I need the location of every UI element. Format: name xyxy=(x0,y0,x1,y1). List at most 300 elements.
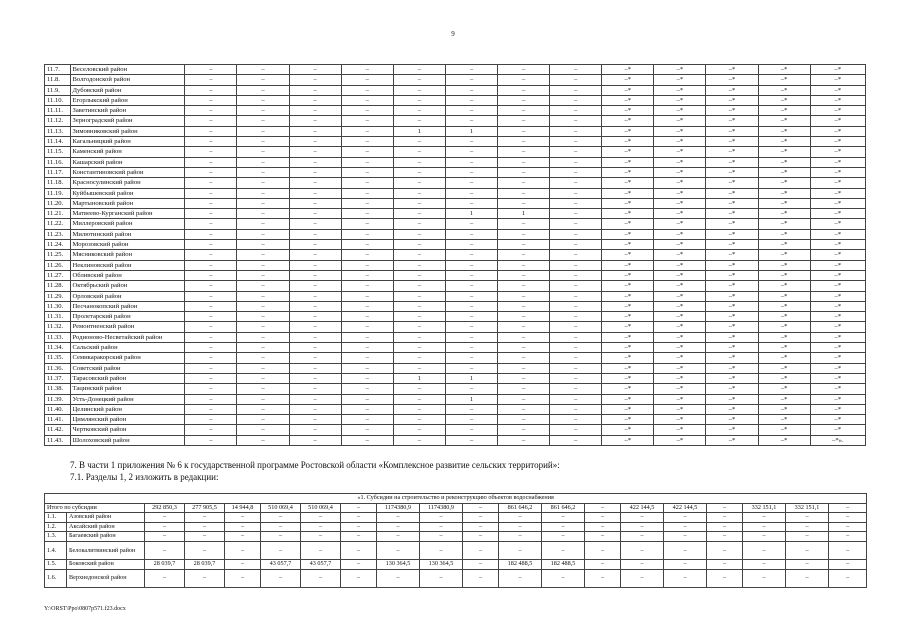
cell-value: –* xyxy=(654,322,706,332)
cell-value: – xyxy=(786,522,829,532)
total-value: – xyxy=(829,503,867,513)
cell-value: – xyxy=(341,157,393,167)
cell-value: – xyxy=(498,126,550,136)
cell-value: – xyxy=(664,559,707,569)
district-name: Пролетарский район xyxy=(70,312,185,322)
cell-value: – xyxy=(185,435,237,445)
cell-value: – xyxy=(377,513,420,523)
cell-value: –* xyxy=(654,435,706,445)
cell-value: – xyxy=(225,522,261,532)
row-number: 11.43. xyxy=(45,435,71,445)
cell-value: – xyxy=(550,229,602,239)
cell-value: –* xyxy=(810,281,865,291)
cell-value: –* xyxy=(758,312,810,322)
cell-value: –* xyxy=(706,435,758,445)
cell-value: –* xyxy=(810,250,865,260)
cell-value: –* xyxy=(602,363,654,373)
row-number: 11.23. xyxy=(45,229,71,239)
districts-table xyxy=(44,64,866,446)
cell-value: – xyxy=(550,353,602,363)
cell-value: – xyxy=(341,404,393,414)
cell-value: – xyxy=(585,522,621,532)
cell-value: – xyxy=(237,250,289,260)
cell-value: – xyxy=(393,75,445,85)
cell-value: – xyxy=(289,157,341,167)
cell-value: –* xyxy=(654,363,706,373)
cell-value: –* xyxy=(602,312,654,322)
cell-value: – xyxy=(707,522,743,532)
cell-value: – xyxy=(341,415,393,425)
table-row xyxy=(45,126,866,136)
cell-value: – xyxy=(393,178,445,188)
cell-value: 1 xyxy=(498,209,550,219)
cell-value: –* xyxy=(758,178,810,188)
cell-value: – xyxy=(341,95,393,105)
cell-value: – xyxy=(498,106,550,116)
cell-value: –* xyxy=(758,116,810,126)
cell-value: – xyxy=(445,435,497,445)
total-value: 292 850,3 xyxy=(145,503,185,513)
row-number: 11.17. xyxy=(45,167,71,177)
table-row xyxy=(45,353,866,363)
cell-value: –* xyxy=(706,188,758,198)
cell-value: –* xyxy=(810,394,865,404)
cell-value: – xyxy=(445,301,497,311)
cell-value: – xyxy=(550,260,602,270)
cell-value: –* xyxy=(654,281,706,291)
row-number: 1.6. xyxy=(45,569,67,587)
cell-value: –* xyxy=(654,415,706,425)
row-number: 11.35. xyxy=(45,353,71,363)
cell-value: – xyxy=(377,532,420,542)
cell-value: – xyxy=(393,425,445,435)
row-number: 11.16. xyxy=(45,157,71,167)
cell-value: – xyxy=(289,270,341,280)
cell-value: –* xyxy=(810,384,865,394)
cell-value: – xyxy=(185,75,237,85)
cell-value: – xyxy=(550,332,602,342)
cell-value: –* xyxy=(706,219,758,229)
cell-value: – xyxy=(393,250,445,260)
cell-value: –* xyxy=(654,425,706,435)
cell-value: 1 xyxy=(445,394,497,404)
cell-value: – xyxy=(341,312,393,322)
cell-value: – xyxy=(498,415,550,425)
cell-value: –* xyxy=(602,435,654,445)
cell-value: –* xyxy=(706,106,758,116)
cell-value: – xyxy=(393,209,445,219)
cell-value: –* xyxy=(602,209,654,219)
cell-value: – xyxy=(393,270,445,280)
cell-value: –* xyxy=(602,425,654,435)
table-row xyxy=(45,312,866,322)
cell-value: – xyxy=(289,322,341,332)
cell-value: –* xyxy=(758,435,810,445)
cell-value: – xyxy=(237,219,289,229)
cell-value: –* xyxy=(706,343,758,353)
cell-value: –* xyxy=(654,353,706,363)
cell-value: –* xyxy=(602,198,654,208)
cell-value: – xyxy=(707,541,743,559)
cell-value: –* xyxy=(810,65,865,75)
cell-value: – xyxy=(550,95,602,105)
cell-value: –* xyxy=(758,425,810,435)
cell-value: – xyxy=(664,541,707,559)
cell-value: –* xyxy=(758,394,810,404)
cell-value: – xyxy=(498,75,550,85)
cell-value: –* xyxy=(758,85,810,95)
cell-value: – xyxy=(550,240,602,250)
cell-value: – xyxy=(445,188,497,198)
cell-value: – xyxy=(498,178,550,188)
cell-value: –* xyxy=(758,404,810,414)
cell-value: –* xyxy=(654,219,706,229)
cell-value: – xyxy=(237,157,289,167)
cell-value: – xyxy=(289,281,341,291)
cell-value: 1 xyxy=(445,209,497,219)
cell-value: –* xyxy=(810,363,865,373)
cell-value: –* xyxy=(810,260,865,270)
cell-value: – xyxy=(225,532,261,542)
cell-value: – xyxy=(498,219,550,229)
cell-value: – xyxy=(550,137,602,147)
cell-value: – xyxy=(289,75,341,85)
cell-value: – xyxy=(445,291,497,301)
cell-value: – xyxy=(237,240,289,250)
row-number: 11.41. xyxy=(45,415,71,425)
cell-value: – xyxy=(289,106,341,116)
table-header-row xyxy=(45,494,867,504)
cell-value: – xyxy=(341,353,393,363)
cell-value: – xyxy=(621,513,664,523)
district-name: Цимлянский район xyxy=(70,415,185,425)
table-row xyxy=(45,229,866,239)
cell-value: –* xyxy=(758,198,810,208)
row-number: 11.13. xyxy=(45,126,71,136)
cell-value: – xyxy=(185,353,237,363)
cell-value: –* xyxy=(706,384,758,394)
district-name: Советский район xyxy=(70,363,185,373)
cell-value: – xyxy=(185,240,237,250)
cell-value: –* xyxy=(706,75,758,85)
total-value: 1174380,9 xyxy=(420,503,463,513)
cell-value: – xyxy=(237,126,289,136)
cell-value: –* xyxy=(810,240,865,250)
cell-value: – xyxy=(377,569,420,587)
cell-value: – xyxy=(261,522,301,532)
cell-value: – xyxy=(393,116,445,126)
cell-value: –* xyxy=(602,126,654,136)
amendment-subparagraph: 7.1. Разделы 1, 2 изложить в редакции: xyxy=(70,472,219,482)
cell-value: – xyxy=(550,250,602,260)
cell-value: – xyxy=(498,188,550,198)
cell-value: –* xyxy=(602,167,654,177)
district-name: Орловский район xyxy=(70,291,185,301)
cell-value: – xyxy=(498,332,550,342)
cell-value: –* xyxy=(810,209,865,219)
cell-value: –* xyxy=(758,137,810,147)
cell-value: – xyxy=(445,404,497,414)
cell-value: – xyxy=(498,167,550,177)
cell-value: 182 488,5 xyxy=(499,559,542,569)
cell-value: – xyxy=(445,147,497,157)
district-name: Ремонтненский район xyxy=(70,322,185,332)
cell-value: – xyxy=(237,384,289,394)
cell-value: – xyxy=(237,281,289,291)
cell-value: – xyxy=(420,513,463,523)
cell-value: –* xyxy=(654,301,706,311)
cell-value: – xyxy=(341,167,393,177)
cell-value: –* xyxy=(602,415,654,425)
cell-value: – xyxy=(237,435,289,445)
cell-value: – xyxy=(289,425,341,435)
district-name: Белокалитвинский район xyxy=(67,541,145,559)
cell-value: – xyxy=(145,541,185,559)
cell-value: – xyxy=(498,137,550,147)
cell-value: – xyxy=(341,270,393,280)
cell-value: – xyxy=(550,157,602,167)
cell-value: – xyxy=(550,188,602,198)
row-number: 11.12. xyxy=(45,116,71,126)
cell-value: –* xyxy=(654,157,706,167)
cell-value: –* xyxy=(654,106,706,116)
cell-value: – xyxy=(237,373,289,383)
table-row xyxy=(45,373,866,383)
cell-value: –* xyxy=(810,116,865,126)
cell-value: – xyxy=(237,363,289,373)
cell-value: –* xyxy=(758,126,810,136)
total-value: 422 144,5 xyxy=(621,503,664,513)
cell-value: – xyxy=(393,147,445,157)
cell-value: –* xyxy=(654,394,706,404)
table-row xyxy=(45,522,867,532)
cell-value: – xyxy=(445,363,497,373)
cell-value: – xyxy=(289,240,341,250)
cell-value: – xyxy=(289,394,341,404)
row-number: 11.21. xyxy=(45,209,71,219)
cell-value: – xyxy=(393,363,445,373)
cell-value: –* xyxy=(654,147,706,157)
table-row xyxy=(45,425,866,435)
cell-value: –* xyxy=(810,75,865,85)
cell-value: – xyxy=(185,322,237,332)
cell-value: – xyxy=(237,270,289,280)
cell-value: –* xyxy=(654,116,706,126)
row-number: 11.15. xyxy=(45,147,71,157)
cell-value: –* xyxy=(758,75,810,85)
cell-value: – xyxy=(498,425,550,435)
cell-value: –* xyxy=(706,301,758,311)
cell-value: – xyxy=(393,435,445,445)
cell-value: –* xyxy=(758,167,810,177)
cell-value: – xyxy=(289,229,341,239)
cell-value: – xyxy=(301,569,341,587)
cell-value: –* xyxy=(654,209,706,219)
cell-value: – xyxy=(393,404,445,414)
cell-value: – xyxy=(498,322,550,332)
cell-value: –* xyxy=(602,373,654,383)
cell-value: 1 xyxy=(445,373,497,383)
cell-value: – xyxy=(445,415,497,425)
cell-value: – xyxy=(237,332,289,342)
cell-value: – xyxy=(445,250,497,260)
cell-value: – xyxy=(393,157,445,167)
cell-value: – xyxy=(542,522,585,532)
cell-value: –* xyxy=(602,95,654,105)
cell-value: – xyxy=(664,532,707,542)
cell-value: – xyxy=(225,513,261,523)
row-number: 11.24. xyxy=(45,240,71,250)
cell-value: – xyxy=(498,384,550,394)
cell-value: – xyxy=(341,332,393,342)
cell-value: – xyxy=(341,198,393,208)
cell-value: – xyxy=(185,301,237,311)
cell-value: – xyxy=(445,85,497,95)
cell-value: –* xyxy=(602,240,654,250)
cell-value: – xyxy=(237,415,289,425)
cell-value: –* xyxy=(706,178,758,188)
cell-value: – xyxy=(341,260,393,270)
cell-value: – xyxy=(463,541,499,559)
cell-value: – xyxy=(550,312,602,322)
cell-value: – xyxy=(393,394,445,404)
cell-value: –* xyxy=(602,250,654,260)
cell-value: –* xyxy=(810,332,865,342)
cell-value: – xyxy=(498,95,550,105)
cell-value: –* xyxy=(602,384,654,394)
cell-value: –* xyxy=(810,291,865,301)
cell-value: – xyxy=(225,559,261,569)
cell-value: –* xyxy=(706,157,758,167)
cell-value: – xyxy=(289,415,341,425)
cell-value: – xyxy=(289,353,341,363)
cell-value: – xyxy=(341,301,393,311)
cell-value: – xyxy=(185,106,237,116)
cell-value: – xyxy=(550,384,602,394)
district-name: Куйбышевский район xyxy=(70,188,185,198)
cell-value: – xyxy=(498,157,550,167)
cell-value: –* xyxy=(602,219,654,229)
cell-value: – xyxy=(289,219,341,229)
cell-value: –* xyxy=(654,332,706,342)
cell-value: –* xyxy=(602,65,654,75)
cell-value: – xyxy=(498,363,550,373)
table-row xyxy=(45,260,866,270)
cell-value: – xyxy=(550,270,602,280)
total-value: 1174380,9 xyxy=(377,503,420,513)
cell-value: – xyxy=(664,569,707,587)
cell-value: –* xyxy=(758,301,810,311)
row-number: 11.22. xyxy=(45,219,71,229)
cell-value: – xyxy=(550,291,602,301)
table-row xyxy=(45,147,866,157)
cell-value: –* xyxy=(810,415,865,425)
cell-value: – xyxy=(289,363,341,373)
cell-value: – xyxy=(585,559,621,569)
cell-value: – xyxy=(185,126,237,136)
cell-value: – xyxy=(341,513,377,523)
cell-value: – xyxy=(393,95,445,105)
cell-value: –* xyxy=(706,85,758,95)
cell-value: 28 039,7 xyxy=(145,559,185,569)
cell-value: – xyxy=(225,541,261,559)
cell-value: – xyxy=(550,373,602,383)
total-value: 861 646,2 xyxy=(542,503,585,513)
cell-value: –* xyxy=(758,219,810,229)
cell-value: – xyxy=(237,301,289,311)
cell-value: – xyxy=(786,569,829,587)
cell-value: – xyxy=(498,240,550,250)
total-value: 277 905,5 xyxy=(185,503,225,513)
cell-value: –* xyxy=(706,394,758,404)
cell-value: – xyxy=(289,384,341,394)
cell-value: – xyxy=(664,522,707,532)
cell-value: – xyxy=(289,301,341,311)
table-row xyxy=(45,322,866,332)
cell-value: – xyxy=(289,250,341,260)
cell-value: – xyxy=(341,281,393,291)
cell-value: – xyxy=(237,209,289,219)
table-row xyxy=(45,559,867,569)
cell-value: – xyxy=(185,209,237,219)
table-row xyxy=(45,188,866,198)
table-row xyxy=(45,435,866,445)
cell-value: – xyxy=(237,188,289,198)
cell-value: –* xyxy=(654,85,706,95)
district-name: Усть-Донецкий район xyxy=(70,394,185,404)
cell-value: – xyxy=(237,75,289,85)
district-name: Морозовский район xyxy=(70,240,185,250)
row-number: 11.29. xyxy=(45,291,71,301)
district-name: Родионово-Несветайский район xyxy=(70,332,185,342)
district-name: Аксайский район xyxy=(67,522,145,532)
cell-value: – xyxy=(237,95,289,105)
cell-value: –* xyxy=(602,229,654,239)
cell-value: – xyxy=(289,85,341,95)
cell-value: – xyxy=(185,250,237,260)
row-number: 11.27. xyxy=(45,270,71,280)
cell-value: – xyxy=(341,541,377,559)
cell-value: – xyxy=(786,532,829,542)
cell-value: –* xyxy=(602,322,654,332)
cell-value: –* xyxy=(810,126,865,136)
total-value: – xyxy=(341,503,377,513)
district-name: Тацинский район xyxy=(70,384,185,394)
cell-value: – xyxy=(445,343,497,353)
cell-value: –* xyxy=(602,75,654,85)
cell-value: – xyxy=(393,291,445,301)
total-row xyxy=(45,503,867,513)
cell-value: – xyxy=(237,167,289,177)
cell-value: – xyxy=(393,188,445,198)
total-value: 14 944,8 xyxy=(225,503,261,513)
cell-value: –* xyxy=(758,240,810,250)
cell-value: –* xyxy=(602,301,654,311)
cell-value: –* xyxy=(810,167,865,177)
row-number: 11.34. xyxy=(45,343,71,353)
cell-value: – xyxy=(499,532,542,542)
cell-value: – xyxy=(289,147,341,157)
cell-value: –* xyxy=(602,137,654,147)
row-number: 1.5. xyxy=(45,559,67,569)
total-value: 422 144,5 xyxy=(664,503,707,513)
cell-value: – xyxy=(237,322,289,332)
cell-value: –* xyxy=(810,312,865,322)
cell-value: 130 364,5 xyxy=(377,559,420,569)
cell-value: 1 xyxy=(393,373,445,383)
cell-value: – xyxy=(393,312,445,322)
cell-value: –* xyxy=(602,85,654,95)
